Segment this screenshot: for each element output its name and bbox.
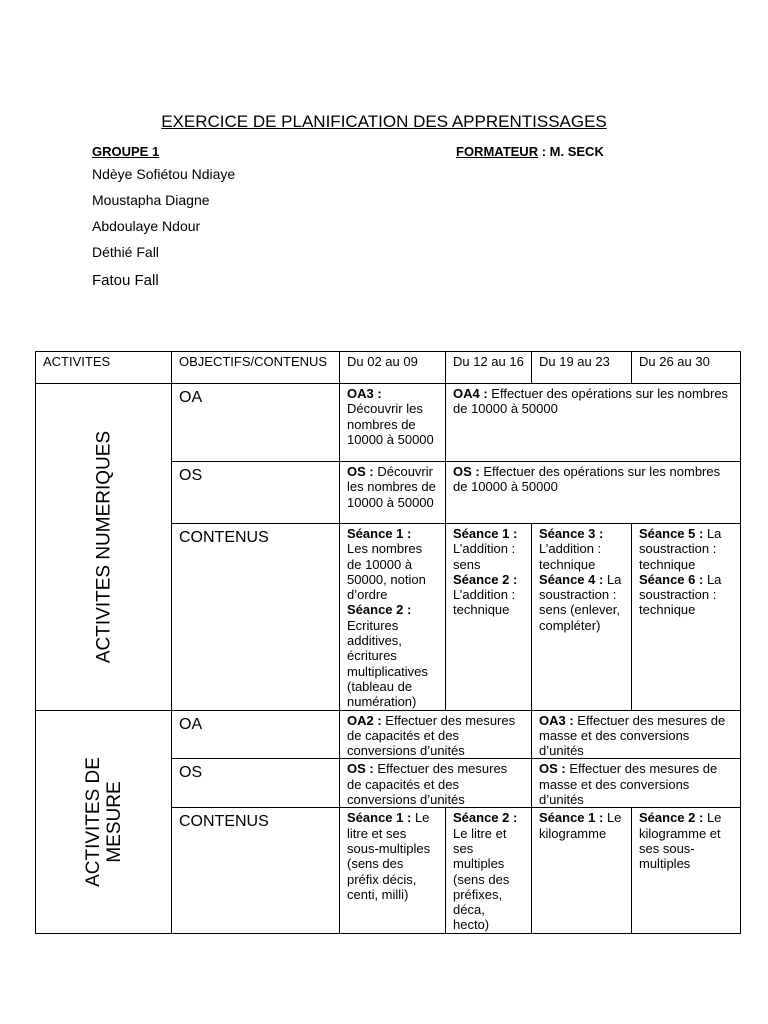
table-cell <box>446 384 741 462</box>
table-header-row <box>36 352 741 384</box>
header-cell: OBJECTIFS/CONTENUS <box>172 352 340 384</box>
table-cell <box>340 710 532 759</box>
cell-text: L’addition : technique <box>539 541 602 572</box>
group-member: Déthié Fall <box>92 244 159 260</box>
table-cell <box>446 524 532 711</box>
cell-text: Les nombres de 10000 à 50000, notion d’ordre <box>347 541 426 603</box>
header-cell: Du 12 au 16 <box>446 352 532 384</box>
table-cell <box>340 759 532 808</box>
table-cell <box>446 462 741 524</box>
activity-label-line: ACTIVITES DE <box>82 756 104 887</box>
formateur-label: FORMATEUR <box>456 144 539 159</box>
cell-text: Le litre et ses multiples (sens des préfixes, déca, hecto) <box>453 825 510 933</box>
cell-text: Effectuer des mesures de masse et des conversions d’unités <box>539 761 718 808</box>
activity-mesure-cell <box>36 710 172 933</box>
activity-numeriques-cell <box>36 384 172 711</box>
page-title: EXERCICE DE PLANIFICATION DES APPRENTISSAGES <box>161 112 607 131</box>
table-cell <box>632 524 741 711</box>
table-cell <box>340 808 446 933</box>
os-label: OS <box>172 462 340 524</box>
table-cell <box>340 462 446 524</box>
table-row <box>36 384 741 462</box>
table-cell <box>532 524 632 711</box>
table-cell <box>446 808 532 933</box>
os-label: OS <box>172 759 340 808</box>
cell-key: Séance 2 : <box>453 810 518 826</box>
cell-key: OA3 : <box>347 386 382 401</box>
cell-text: Effectuer des opérations sur les nombres de 10000 à 50000 <box>453 464 721 495</box>
header-cell: Du 19 au 23 <box>532 352 632 384</box>
cell-key: Séance 6 : <box>639 571 704 587</box>
cell-key: Séance 2 : <box>639 810 704 826</box>
oa-label: OA <box>172 384 340 462</box>
cell-key: Séance 2 : <box>453 571 518 587</box>
cell-key: Séance 2 : <box>347 602 412 618</box>
table-cell <box>340 384 446 462</box>
cell-key: OS : <box>539 761 566 777</box>
table-cell <box>532 710 741 759</box>
cell-text: Le litre et ses sous-multiples (sens des préfix décis, centi, milli) <box>347 810 431 902</box>
formateur <box>456 144 604 159</box>
cell-key: Séance 1 : <box>347 526 412 541</box>
group-member: Moustapha Diagne <box>92 192 210 208</box>
header-cell: Du 02 au 09 <box>340 352 446 384</box>
cell-text: Le kilogramme et ses sous-multiples <box>639 810 722 872</box>
cell-key: OS : <box>347 761 374 777</box>
cell-key: OS : <box>347 464 374 479</box>
cell-key: OS : <box>453 464 480 479</box>
cell-key: Séance 1 : <box>453 526 518 541</box>
table-row <box>36 710 741 759</box>
activity-label-line: MESURE <box>103 780 125 863</box>
cell-text: Découvrir les nombres de 10000 à 50000 <box>347 464 436 510</box>
group-member: Ndèye Sofiétou Ndiaye <box>92 166 236 182</box>
formateur-separator: : <box>538 144 550 159</box>
cell-text: Effectuer des mesures de masse et des conversions d’unités <box>539 712 726 759</box>
cell-text: Effectuer des opérations sur les nombres de 10000 à 50000 <box>453 386 729 417</box>
cell-key: OA3 : <box>539 712 574 728</box>
table-cell <box>532 808 632 933</box>
planning-table <box>35 351 741 934</box>
oa-label: OA <box>172 710 340 759</box>
table-cell <box>532 759 741 808</box>
cell-key: Séance 4 : <box>539 571 604 587</box>
cell-key: Séance 1 : <box>347 810 412 826</box>
cell-key: Séance 1 : <box>539 810 604 826</box>
cell-text: La soustraction : technique <box>639 571 722 618</box>
table-cell <box>632 808 741 933</box>
cell-text: Effectuer des mesures de capacités et des conversions d’unités <box>347 712 516 759</box>
group-member: Abdoulaye Ndour <box>92 218 201 234</box>
cell-text: L’addition : sens <box>453 541 516 572</box>
group-label: GROUPE 1 <box>92 144 160 159</box>
formateur-name: M. SECK <box>549 144 604 159</box>
cell-text: Ecritures additives, écritures multiplicatives (tableau de numération) <box>347 617 428 710</box>
cell-key: OA4 : <box>453 386 488 401</box>
table-cell <box>340 524 446 711</box>
header-cell: Du 26 au 30 <box>632 352 741 384</box>
group-member: Fatou Fall <box>92 272 159 289</box>
cell-text: Découvrir les nombres de 10000 à 50000 <box>347 401 434 447</box>
header-cell: ACTIVITES <box>36 352 172 384</box>
cell-key: Séance 5 : <box>639 526 704 541</box>
cell-text: La soustraction : technique <box>639 526 722 572</box>
contenus-label: CONTENUS <box>172 524 340 711</box>
cell-text: L’addition : technique <box>453 587 516 618</box>
activity-label <box>83 757 125 887</box>
contenus-label: CONTENUS <box>172 808 340 933</box>
cell-text: Effectuer des mesures de capacités et des conversions d’unités <box>347 761 508 808</box>
cell-key: Séance 3 : <box>539 526 604 541</box>
cell-key: OA2 : <box>347 712 382 728</box>
cell-text: Le kilogramme <box>539 810 622 841</box>
activity-label: ACTIVITES NUMERIQUES <box>93 430 114 663</box>
cell-text: La soustraction : sens (enlever, compléter) <box>539 571 622 633</box>
